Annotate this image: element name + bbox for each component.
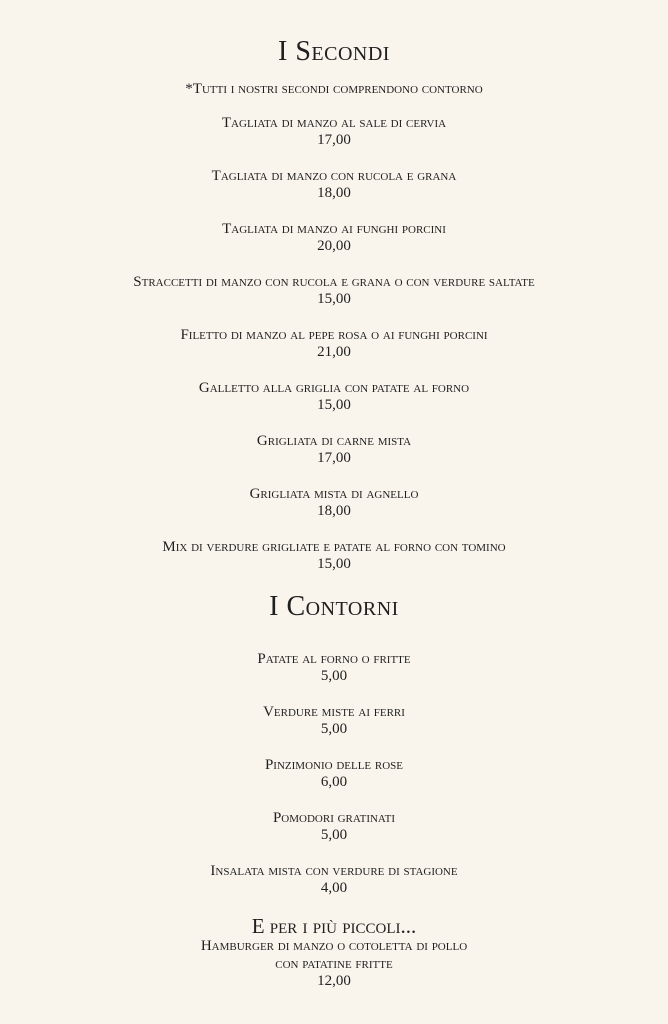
menu-item [0, 756, 668, 791]
menu-item [0, 809, 668, 844]
menu-item [0, 220, 668, 255]
menu-item [0, 538, 668, 573]
menu-item [0, 937, 668, 990]
item-price: 21,00 [317, 344, 351, 360]
menu-item [0, 485, 668, 520]
item-price: 17,00 [317, 450, 351, 466]
item-name: Grigliata mista di agnello [249, 486, 419, 502]
item-name: Pomodori gratinati [272, 810, 396, 826]
menu-item [0, 379, 668, 414]
item-price: 6,00 [320, 774, 348, 790]
menu-item [0, 326, 668, 361]
secondi-note: *Tutti i nostri secondi comprendono contorno [185, 81, 483, 97]
item-name: Straccetti di manzo con rucola e grana o con verdure saltate [133, 274, 535, 290]
item-price: 12,00 [317, 973, 351, 989]
menu-item [0, 114, 668, 149]
menu-item [0, 273, 668, 308]
item-name: Tagliata di manzo con rucola e grana [211, 168, 457, 184]
section-title-contorni: I Contorni [269, 591, 399, 622]
item-name-continued: con patatine fritte [275, 956, 393, 972]
menu-item [0, 167, 668, 202]
item-name: Grigliata di carne mista [256, 433, 412, 449]
item-price: 15,00 [317, 397, 351, 413]
section-title-secondi: I Secondi [278, 36, 390, 67]
item-price: 5,00 [320, 668, 348, 684]
item-price: 20,00 [317, 238, 351, 254]
menu-item [0, 432, 668, 467]
item-name: Filetto di manzo al pepe rosa o ai funghi porcini [180, 327, 488, 343]
item-price: 17,00 [317, 132, 351, 148]
item-name: Galletto alla griglia con patate al forno [198, 380, 470, 396]
item-name: Insalata mista con verdure di stagione [210, 863, 458, 879]
item-price: 15,00 [317, 556, 351, 572]
item-name: Mix di verdure grigliate e patate al forno con tomino [162, 539, 506, 555]
item-name: Tagliata di manzo ai funghi porcini [222, 221, 446, 237]
item-name: Verdure miste ai ferri [263, 704, 405, 720]
menu-item [0, 650, 668, 685]
item-price: 4,00 [320, 880, 348, 896]
item-name: Pinzimonio delle rose [264, 757, 404, 773]
item-price: 15,00 [317, 291, 351, 307]
section-title-piccoli: E per i più piccoli... [251, 914, 417, 938]
menu-item [0, 862, 668, 897]
item-name: Patate al forno o fritte [257, 651, 411, 667]
menu-item [0, 703, 668, 738]
item-price: 5,00 [320, 827, 348, 843]
item-price: 5,00 [320, 721, 348, 737]
item-price: 18,00 [317, 503, 351, 519]
item-name: Tagliata di manzo al sale di cervia [221, 115, 447, 131]
item-price: 18,00 [317, 185, 351, 201]
item-name: Hamburger di manzo o cotoletta di pollo [200, 938, 468, 954]
